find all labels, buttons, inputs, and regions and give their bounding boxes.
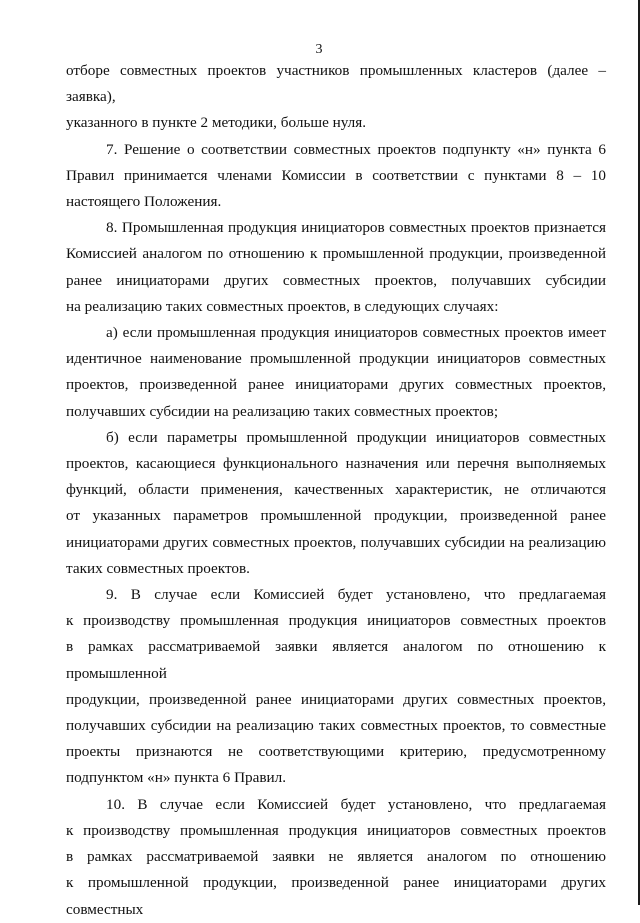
text-line: получавших субсидии на реализацию таких совместных проектов, то совместные: [66, 717, 606, 735]
paragraph-7: [66, 137, 606, 216]
paragraph-8: [66, 215, 606, 320]
document-body: [66, 58, 606, 923]
text-line: настоящего Положения.: [66, 193, 222, 211]
text-line: 10. В случае если Комиссией будет установлено, что предлагаемая: [106, 795, 606, 813]
paragraph-9: [66, 582, 606, 792]
text-line: инициаторами других совместных проектов, получавших субсидии на реализацию: [66, 533, 606, 551]
page-number: 3: [315, 42, 323, 57]
text-line: функций, области применения, качественных характеристик, не отличаются: [66, 481, 606, 499]
text-line: проекты признаются не соответствующими критерию, предусмотренному: [66, 743, 606, 761]
text-line: 9. В случае если Комиссией будет установлено, что предлагаемая: [106, 586, 606, 604]
text-line: ранее инициаторами других совместных проектов, получавших субсидии: [66, 271, 606, 289]
text-line: Комиссией аналогом по отношению к промышленной продукции, произведенной: [66, 245, 606, 263]
text-line: к производству промышленная продукция инициаторов совместных проектов: [66, 821, 606, 839]
text-line: идентичное наименование промышленной продукции инициаторов совместных: [66, 350, 606, 368]
text-line: к производству промышленная продукция инициаторов совместных проектов: [66, 612, 606, 630]
text-line: продукции, произведенной ранее инициаторами других совместных проектов,: [66, 690, 606, 708]
text-line: а) если промышленная продукция инициаторов совместных проектов имеет: [106, 324, 606, 342]
paragraph-continuation: [66, 58, 606, 137]
text-line: в рамках рассматриваемой заявки не является аналогом по отношению: [66, 848, 606, 866]
text-line: отборе совместных проектов участников промышленных кластеров (далее – заявка),: [66, 62, 606, 106]
text-line: на реализацию таких совместных проектов, в следующих случаях:: [66, 297, 499, 315]
text-line: проектов, произведенной ранее инициаторами других совместных проектов,: [66, 376, 606, 394]
text-line: Правил принимается членами Комиссии в соответствии с пунктами 8 – 10: [66, 166, 606, 184]
text-line: к промышленной продукции, произведенной ранее инициаторами других совместных: [66, 874, 606, 918]
text-line: в рамках рассматриваемой заявки является аналогом по отношению к промышленной: [66, 638, 606, 682]
paragraph-8a: [66, 320, 606, 425]
text-line: таких совместных проектов.: [66, 559, 250, 577]
text-line: от указанных параметров промышленной продукции, произведенной ранее: [66, 507, 606, 525]
text-line: подпунктом «н» пункта 6 Правил.: [66, 769, 287, 787]
text-line: указанного в пункте 2 методики, больше нуля.: [66, 114, 367, 132]
text-line: б) если параметры промышленной продукции инициаторов совместных: [106, 428, 606, 446]
text-line: 7. Решение о соответствии совместных проектов подпункту «н» пункта 6: [106, 140, 606, 158]
paragraph-8b: [66, 425, 606, 582]
text-line: 8. Промышленная продукция инициаторов совместных проектов признается: [106, 219, 606, 237]
text-line: получавших субсидии на реализацию таких совместных проектов;: [66, 402, 499, 420]
text-line: проектов, касающиеся функционального назначения или перечня выполняемых: [66, 455, 606, 473]
paragraph-10: [66, 792, 606, 923]
